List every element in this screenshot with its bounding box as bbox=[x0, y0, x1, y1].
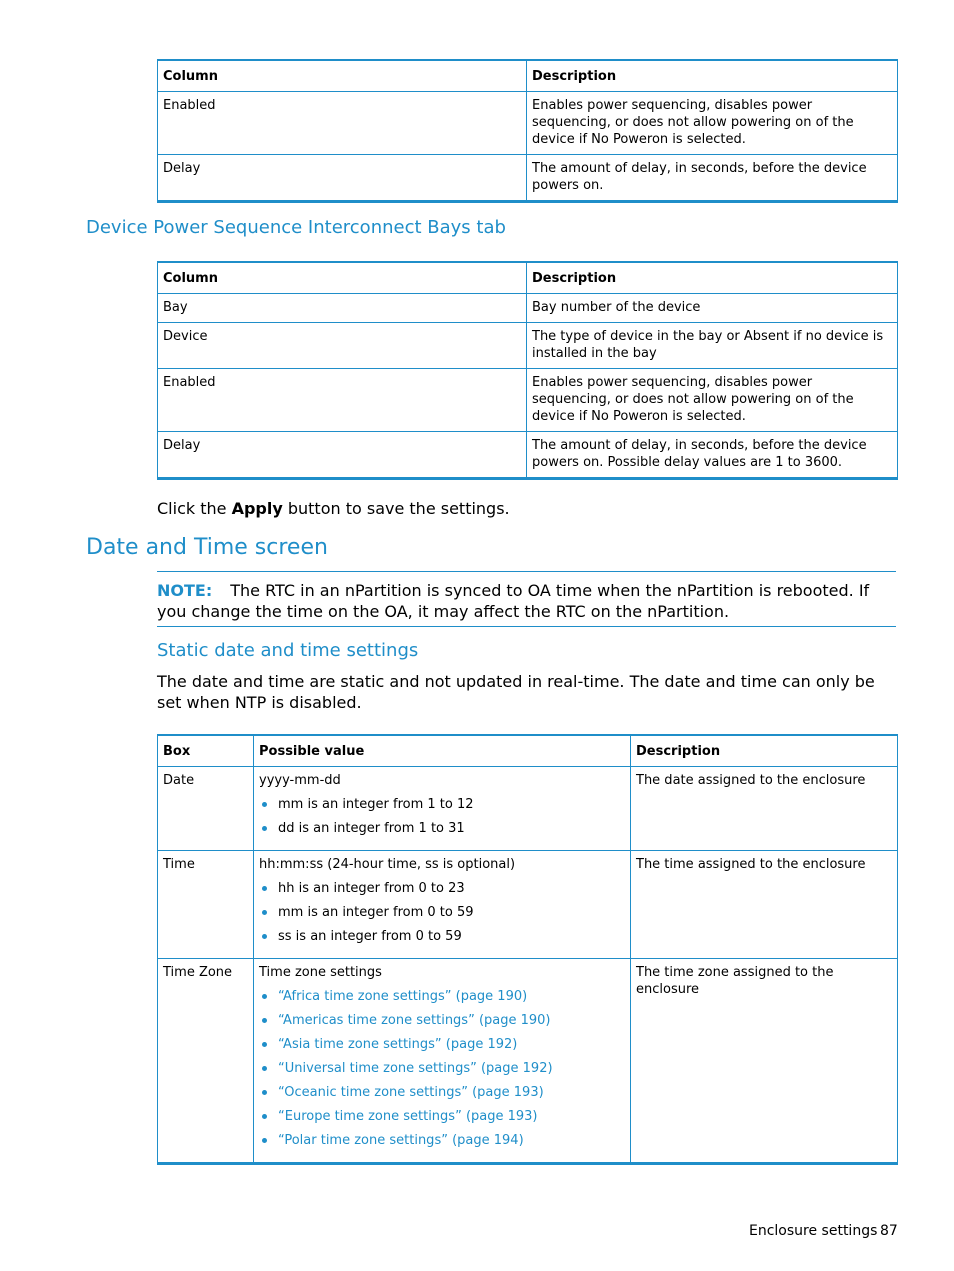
table-cell bbox=[254, 767, 631, 851]
table-cell bbox=[254, 959, 631, 1164]
list-item: ss is an integer from 0 to 59 bbox=[259, 928, 625, 945]
interconnect-bays-heading: Device Power Sequence Interconnect Bays tab bbox=[86, 217, 506, 238]
table-cell: Device bbox=[158, 323, 527, 369]
time-zone-link-list bbox=[259, 988, 625, 1149]
note-label: NOTE: bbox=[157, 581, 213, 600]
table-cell: Enables power sequencing, disables power sequencing, or does not allow powering on of the device if No Poweron is selected. bbox=[527, 92, 898, 155]
note-text-block bbox=[157, 580, 896, 622]
universal-time-zone-link[interactable]: “Universal time zone settings” (page 192) bbox=[259, 1060, 625, 1077]
africa-time-zone-link[interactable]: “Africa time zone settings” (page 190) bbox=[259, 988, 625, 1005]
column-header: Column bbox=[158, 60, 527, 92]
apply-instruction bbox=[157, 498, 510, 519]
table-cell: Date bbox=[158, 767, 254, 851]
table-cell bbox=[254, 851, 631, 959]
interconnect-bays-table bbox=[157, 261, 898, 480]
note-body: The RTC in an nPartition is synced to OA time when the nPartition is rebooted. If you change the time on the OA, it may affect the RTC on the nPartition. bbox=[157, 581, 870, 621]
list-item: hh is an integer from 0 to 23 bbox=[259, 880, 625, 897]
description-header: Description bbox=[527, 60, 898, 92]
footer-section-title: Enclosure settings bbox=[749, 1223, 878, 1239]
table-row bbox=[158, 369, 898, 432]
date-time-table bbox=[157, 734, 898, 1165]
list-item: mm is an integer from 1 to 12 bbox=[259, 796, 625, 813]
table-cell: Bay bbox=[158, 294, 527, 323]
static-settings-heading: Static date and time settings bbox=[157, 640, 419, 661]
table-cell: The date assigned to the enclosure bbox=[631, 767, 898, 851]
table-row bbox=[158, 92, 898, 155]
table-row bbox=[158, 155, 898, 202]
list-item: dd is an integer from 1 to 31 bbox=[259, 820, 625, 837]
table-cell: Enables power sequencing, disables power sequencing, or does not allow powering on of the device if No Poweron is selected. bbox=[527, 369, 898, 432]
table-cell: The time zone assigned to the enclosure bbox=[631, 959, 898, 1164]
table-row bbox=[158, 851, 898, 959]
table-cell: Delay bbox=[158, 155, 527, 202]
description-header: Description bbox=[631, 735, 898, 767]
table-cell: Enabled bbox=[158, 92, 527, 155]
description-header: Description bbox=[527, 262, 898, 294]
apply-text-pre: Click the bbox=[157, 499, 232, 518]
static-settings-body: The date and time are static and not updated in real-time. The date and time can only be set when NTP is disabled. bbox=[157, 672, 875, 712]
bullet-list bbox=[259, 796, 625, 837]
table-row bbox=[158, 767, 898, 851]
table-cell: Time bbox=[158, 851, 254, 959]
bullet-list bbox=[259, 880, 625, 945]
europe-time-zone-link[interactable]: “Europe time zone settings” (page 193) bbox=[259, 1108, 625, 1125]
table-cell: The amount of delay, in seconds, before the device powers on. bbox=[527, 155, 898, 202]
table-cell: The type of device in the bay or Absent if no device is installed in the bay bbox=[527, 323, 898, 369]
table-cell: Enabled bbox=[158, 369, 527, 432]
note-callout bbox=[157, 571, 896, 627]
americas-time-zone-link[interactable]: “Americas time zone settings” (page 190) bbox=[259, 1012, 625, 1029]
list-item: mm is an integer from 0 to 59 bbox=[259, 904, 625, 921]
table-header-row bbox=[158, 262, 898, 294]
table-header-row bbox=[158, 735, 898, 767]
asia-time-zone-link[interactable]: “Asia time zone settings” (page 192) bbox=[259, 1036, 625, 1053]
date-time-screen-heading: Date and Time screen bbox=[86, 535, 328, 560]
possible-value-header: Possible value bbox=[254, 735, 631, 767]
value-format: hh:mm:ss (24-hour time, ss is optional) bbox=[259, 857, 516, 872]
apply-text-post: button to save the settings. bbox=[282, 499, 510, 518]
table-cell: The time assigned to the enclosure bbox=[631, 851, 898, 959]
box-header: Box bbox=[158, 735, 254, 767]
table-row bbox=[158, 294, 898, 323]
apply-button-reference: Apply bbox=[231, 499, 283, 518]
value-format: yyyy-mm-dd bbox=[259, 773, 341, 788]
value-format: Time zone settings bbox=[259, 965, 382, 980]
table-cell: Bay number of the device bbox=[527, 294, 898, 323]
table-row bbox=[158, 323, 898, 369]
polar-time-zone-link[interactable]: “Polar time zone settings” (page 194) bbox=[259, 1132, 625, 1149]
table-cell: Delay bbox=[158, 432, 527, 479]
oceanic-time-zone-link[interactable]: “Oceanic time zone settings” (page 193) bbox=[259, 1084, 625, 1101]
table-cell: The amount of delay, in seconds, before the device powers on. Possible delay values are 1 to 3600. bbox=[527, 432, 898, 479]
device-power-table bbox=[157, 59, 898, 203]
page-number: 87 bbox=[880, 1223, 898, 1239]
table-cell: Time Zone bbox=[158, 959, 254, 1164]
table-row bbox=[158, 432, 898, 479]
table-header-row bbox=[158, 60, 898, 92]
column-header: Column bbox=[158, 262, 527, 294]
table-row bbox=[158, 959, 898, 1164]
